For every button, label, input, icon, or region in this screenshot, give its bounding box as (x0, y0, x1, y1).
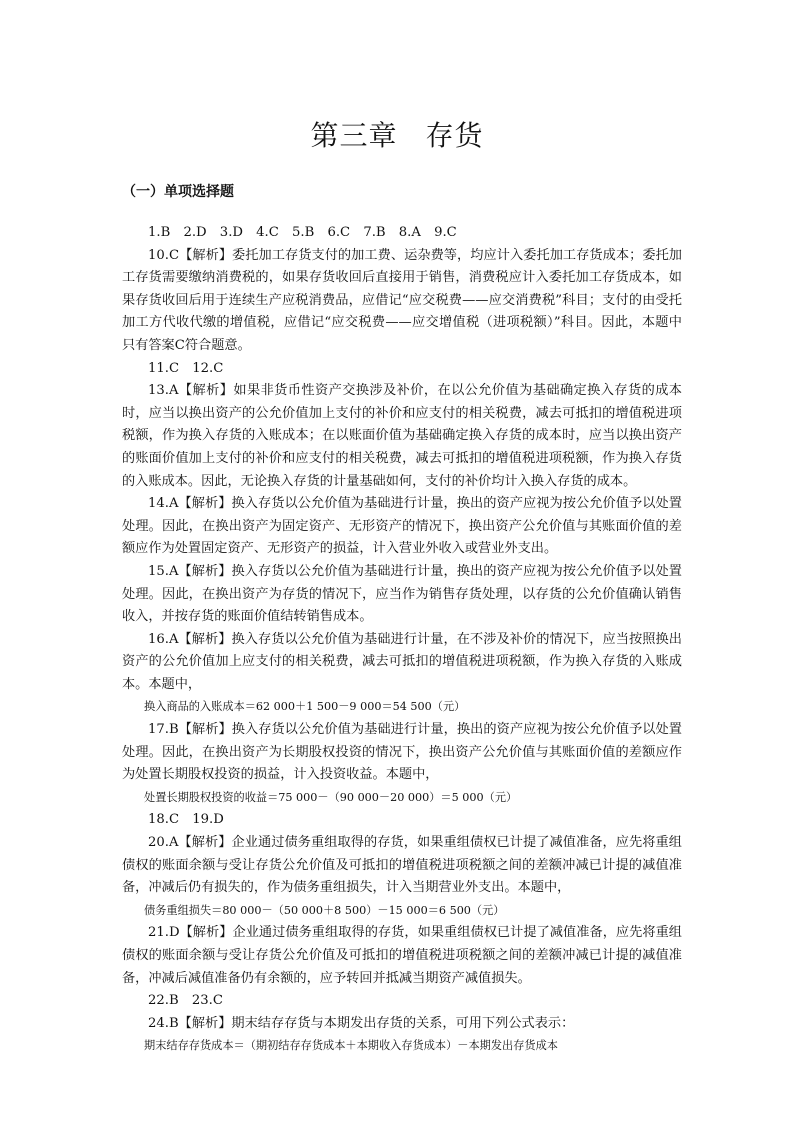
explanation-paragraph: 16.A【解析】换入存货以公允价值为基础进行计量，在不涉及补价的情况下，应当按照换出资产的公允价值加上应支付的相关税费，减去可抵扣的增值税进项税额，作为换入存货的入账成本。本题中， (122, 631, 682, 692)
formula-line: 期末结存存货成本＝（期初结存存货成本＋本期收入存货成本）－本期发出存货成本 (144, 1039, 558, 1053)
answer-line: 18.C 19.D (148, 812, 224, 828)
explanation-paragraph: 24.B【解析】期末结存存货与本期发出存货的关系，可用下列公式表示： (148, 1015, 575, 1031)
chapter-number: 第三章 (310, 119, 398, 152)
answer-line: 11.C 12.C (148, 360, 224, 376)
answer-line: 22.B 23.C (148, 993, 223, 1009)
explanation-paragraph: 14.A【解析】换入存货以公允价值为基础进行计量，换出的资产应视为按公允价值予以处置处理。因此，在换出资产为固定资产、无形资产的情况下，换出资产公允价值与其账面价值的差额应作为处置固定资产、无形资产的损益，计入营业外收入或营业外支出。 (122, 496, 682, 557)
explanation-paragraph: 17.B【解析】换入存货以公允价值为基础进行计量，换出的资产应视为按公允价值予以处置处理。因此，在换出资产为长期股权投资的情况下，换出资产公允价值与其账面价值的差额应作为处置长期股权投资的损益，计入投资收益。本题中， (122, 722, 682, 783)
chapter-title (0, 116, 794, 156)
explanation-paragraph: 13.A【解析】如果非货币性资产交换涉及补价，在以公允价值为基础确定换入存货的成本时，应当以换出资产的公允价值加上支付的补价和应支付的相关税费，减去可抵扣的增值税进项税额，作为换入存货的入账成本；在以账面价值为基础确定换入存货的成本时，应当以换出资产的账面价值加上支付的补价和应支付的相关税费，减去可抵扣的增值税进项税额，作为换入存货的入账成本。因此，无论换入存货的计量基础如何，支付的补价均计入换入存货的成本。 (122, 383, 682, 489)
answer-body (122, 222, 682, 1058)
formula-line: 债务重组损失＝80 000－（50 000＋8 500）－15 000＝6 500（元） (144, 903, 505, 917)
chapter-name: 存货 (425, 119, 484, 152)
formula-line: 换入商品的入账成本＝62 000＋1 500－9 000＝54 500（元） (144, 700, 466, 714)
explanation-paragraph: 10.C【解析】委托加工存货支付的加工费、运杂费等，均应计入委托加工存货成本；委托加工存货需要缴纳消费税的，如果存货收回后直接用于销售，消费税应计入委托加工存货成本，如果存货收回后用于连续生产应税消费品，应借记“应交税费——应交消费税”科目；支付的由受托加工方代收代缴的增值税，应借记“应交税费——应交增值税（进项税额）”科目。因此，本题中只有答案C符合题意。 (122, 247, 682, 353)
explanation-paragraph: 21.D【解析】企业通过债务重组取得的存货，如果重组债权已计提了减值准备，应先将重组债权的账面余额与受让存货公允价值及可抵扣的增值税进项税额之间的差额冲减已计提的减值准备，冲减后减值准备仍有余额的，应予转回并抵减当期资产减值损失。 (122, 925, 682, 986)
explanation-paragraph: 15.A【解析】换入存货以公允价值为基础进行计量，换出的资产应视为按公允价值予以处置处理。因此，在换出资产为存货的情况下，应当作为销售存货处理，以存货的公允价值确认销售收入，并按存货的账面价值结转销售成本。 (122, 563, 682, 625)
answer-line: 1.B 2.D 3.D 4.C 5.B 6.C 7.B 8.A 9.C (148, 225, 457, 240)
section-heading: （一）单项选择题 (122, 184, 234, 200)
explanation-paragraph: 20.A【解析】企业通过债务重组取得的存货，如果重组债权已计提了减值准备，应先将重组债权的账面余额与受让存货公允价值及可抵扣的增值税进项税额之间的差额冲减已计提的减值准备，冲减后仍有损失的，作为债务重组损失，计入当期营业外支出。本题中， (122, 835, 682, 896)
formula-line: 处置长期股权投资的收益＝75 000－（90 000－20 000）＝5 000（元） (144, 790, 518, 804)
